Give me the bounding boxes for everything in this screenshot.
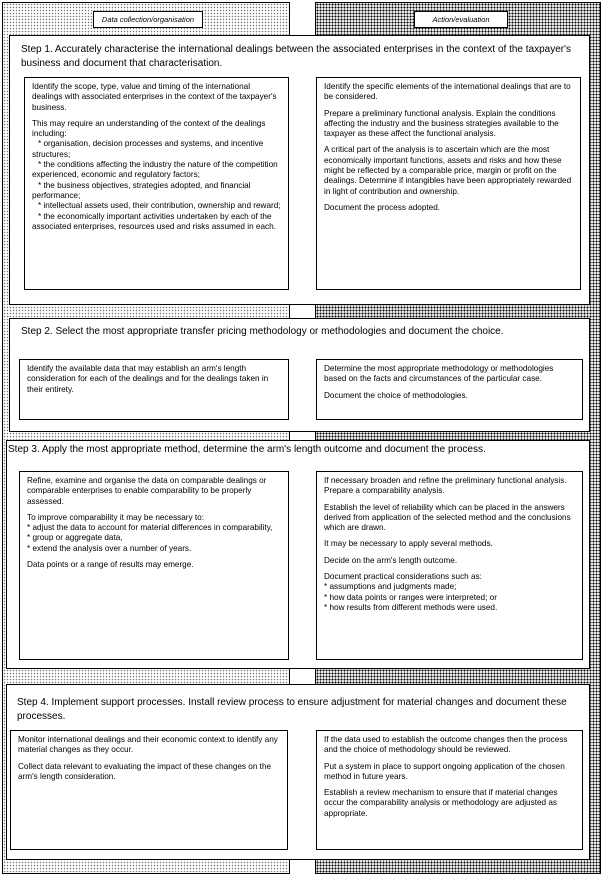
step-1-title: Step 1. Accurately characterise the international dealings between the associated enterprises in the context of the taxpayer's business and document that characterisation. [21,44,572,69]
list-item: * assumptions and judgments made; [324,582,457,592]
list-item: * organisation, decision processes and systems, and incentive structures; [32,139,264,159]
step-1-action-box [316,77,581,290]
list-item: * adjust the data to account for material differences in comparability, [27,523,273,533]
list-item: * the economically important activities undertaken by each of the associated enterprises, resources used and risks assumed in each. [32,211,276,231]
step-1-action-text: Prepare a preliminary functional analysis. Explain the conditions affecting the industry and the business strategies available to the taxpayer as these affect the functional analysis. [324,108,559,139]
step-3-title: Step 3. Apply the most appropriate method, determine the arm's length outcome and document the process. [8,444,486,455]
step-2-data-text: Identify the available data that may establish an arm's length consideration for each of the dealings and for the dealings taken in their entirety. [27,364,269,394]
list-item: * how data points or ranges were interpreted; or [324,592,497,602]
column-label-data-collection: Data collection/organisation [93,11,203,28]
step-4-action-text: If the data used to establish the outcome changes then the process and the choice of methodology should be reviewed. [324,735,568,755]
step-3-data-list [27,523,281,554]
step-3-action-text: It may be necessary to apply several methods. [324,539,493,549]
list-item: * group or aggregate data, [27,533,123,543]
step-1-action-text: Document the process adopted. [324,202,441,212]
step-3-data-text: To improve comparability it may be necessary to: [27,512,205,522]
step-2-action-text: Determine the most appropriate methodology or methodologies based on the facts and circumstances of the particular case. [324,364,554,384]
step-3-action-text: Decide on the arm's length outcome. [324,555,458,565]
step-2-action-box [316,359,583,420]
step-3-action-box [316,471,583,660]
step-3-action-text: If necessary broaden and refine the preliminary functional analysis. Prepare a comparability analysis. [324,476,567,496]
step-1-action-text: A critical part of the analysis is to ascertain which are the most economically important functions, assets and risks and how these might be reflected by a comparable price, margin or profit on the dealings. Determine if intangibles have been appropriately rewarded in light of contribution and ownership. [324,145,572,196]
step-4-data-text: Monitor international dealings and their economic context to identify any material changes as they occur. [18,735,278,755]
step-1-action-text: Identify the specific elements of the international dealings that are to be considered. [324,82,571,102]
step-4-data-text: Collect data relevant to evaluating the impact of these changes on the arm's length consideration. [18,761,272,781]
list-item: * how results from different methods were used. [324,602,498,612]
step-2-action-text: Document the choice of methodologies. [324,390,468,400]
step-1-panel [9,35,590,305]
step-2-title: Step 2. Select the most appropriate transfer pricing methodology or methodologies and document the choice. [21,326,504,337]
step-4-action-box [316,730,583,850]
step-1-data-text: This may require an understanding of the context of the dealings including: [32,118,266,139]
step-3-action-list [324,582,575,613]
step-2-panel [9,318,590,432]
column-label-action-evaluation: Action/evaluation [414,11,508,28]
list-item: * intellectual assets used, their contribution, ownership and reward; [38,201,281,211]
step-3-action-text: Establish the level of reliability which can be placed in the answers derived from application of the selected method and the conclusions which are drawn. [324,502,571,533]
step-4-action-text: Put a system in place to support ongoing application of the chosen method in future years. [324,761,565,781]
list-item: * extend the analysis over a number of years. [27,543,192,553]
step-2-data-box [19,359,289,420]
step-3-action-text: Document practical considerations such as: [324,572,482,582]
step-3-data-box [19,471,289,660]
step-3-panel [6,440,590,669]
step-4-action-text: Establish a review mechanism to ensure that if material changes occur the comparability analysis or methodology are adjusted as appropriate. [324,788,558,818]
list-item: * the conditions affecting the industry the nature of the competition experienced, economic and regulatory factors; [32,160,278,180]
list-item: * the business objectives, strategies adopted, and financial performance; [32,180,251,200]
step-4-data-box [10,730,288,850]
step-4-panel [6,684,590,860]
step-3-data-text: Data points or a range of results may emerge. [27,560,194,570]
step-1-data-box [24,77,289,290]
step-3-data-text: Refine, examine and organise the data on comparable dealings or comparable enterprises to enable comparability to be properly assessed. [27,476,267,506]
step-4-title: Step 4. Implement support processes. Install review process to ensure adjustment for material changes and document these processes. [17,697,567,722]
step-1-data-text: Identify the scope, type, value and timing of the international dealings with associated enterprises in the context of the taxpayer's business. [32,82,277,112]
step-1-data-list [32,139,281,232]
